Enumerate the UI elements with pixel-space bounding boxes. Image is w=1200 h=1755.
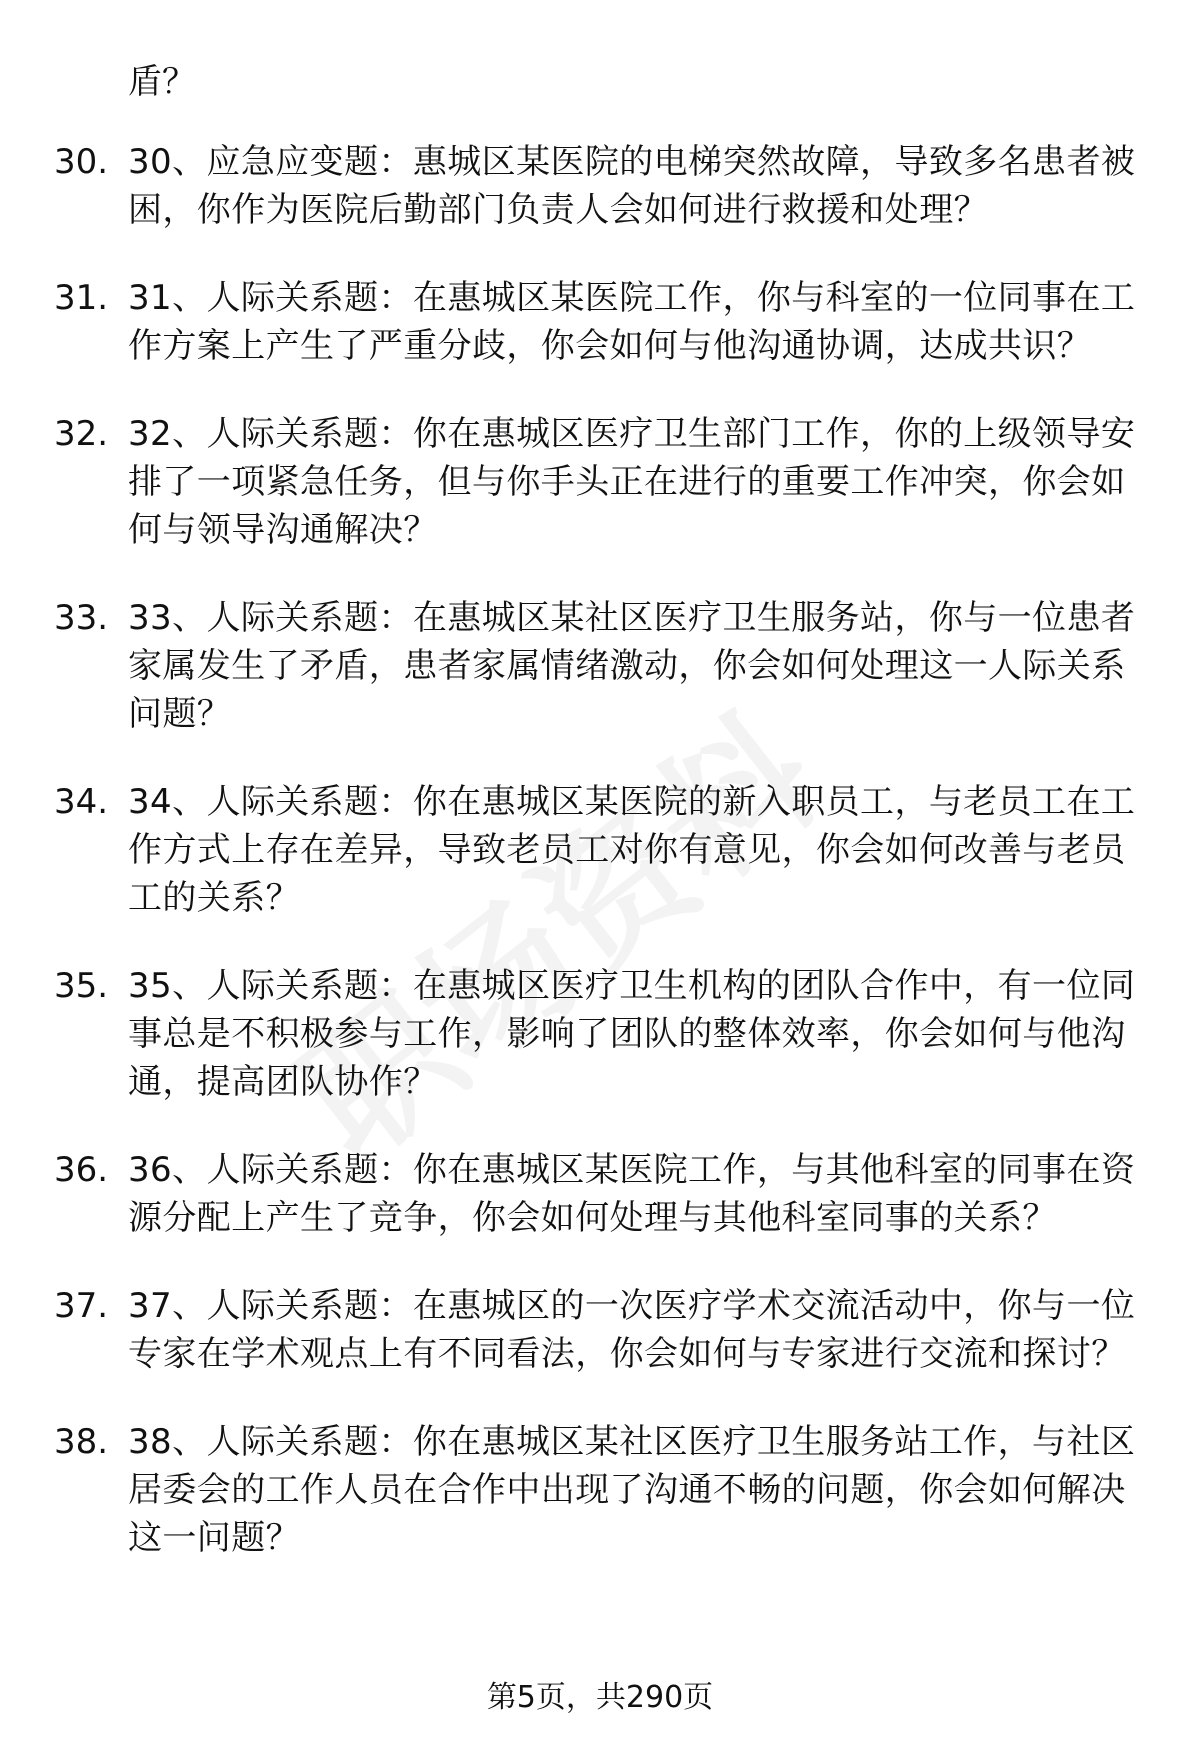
question-number: 33.: [54, 598, 109, 638]
question-text: 38、人际关系题：你在惠城区某社区医疗卫生服务站工作，与社区居委会的工作人员在合作中出现了沟通不畅的问题，你会如何解决这一问题？: [128, 1422, 1136, 1558]
list-item: [0, 1146, 1200, 1242]
question-list: [0, 138, 1200, 1602]
question-text: 30、应急应变题：惠城区某医院的电梯突然故障，导致多名患者被困，你作为医院后勤部门负责人会如何进行救援和处理？: [128, 142, 1136, 230]
question-text: 31、人际关系题：在惠城区某医院工作，你与科室的一位同事在工作方案上产生了严重分歧，你会如何与他沟通协调，达成共识？: [128, 278, 1136, 366]
question-number: 32.: [54, 414, 109, 454]
list-item: [0, 1418, 1200, 1562]
question-text: 33、人际关系题：在惠城区某社区医疗卫生服务站，你与一位患者家属发生了矛盾，患者家属情绪激动，你会如何处理这一人际关系问题？: [128, 598, 1136, 734]
list-item: [0, 138, 1200, 234]
question-number: 36.: [54, 1150, 109, 1190]
question-number: 34.: [54, 782, 109, 822]
question-number: 35.: [54, 966, 109, 1006]
question-number: 30.: [54, 142, 109, 182]
page-footer: 第5页，共290页: [486, 1680, 714, 1715]
question-text: 32、人际关系题：你在惠城区医疗卫生部门工作，你的上级领导安排了一项紧急任务，但与你手头正在进行的重要工作冲突，你会如何与领导沟通解决？: [128, 414, 1136, 550]
list-item: [0, 962, 1200, 1106]
question-text: 34、人际关系题：你在惠城区某医院的新入职员工，与老员工在工作方式上存在差异，导致老员工对你有意见，你会如何改善与老员工的关系？: [128, 782, 1136, 918]
list-item: [0, 1282, 1200, 1378]
question-number: 38.: [54, 1422, 109, 1462]
question-text: 37、人际关系题：在惠城区的一次医疗学术交流活动中，你与一位专家在学术观点上有不同看法，你会如何与专家进行交流和探讨？: [128, 1286, 1136, 1374]
list-item: [0, 594, 1200, 738]
question-text: 35、人际关系题：在惠城区医疗卫生机构的团队合作中，有一位同事总是不积极参与工作，影响了团队的整体效率，你会如何与他沟通，提高团队协作？: [128, 966, 1136, 1102]
previous-question-fragment: 盾？: [128, 62, 196, 102]
list-item: [0, 778, 1200, 922]
question-number: 31.: [54, 278, 109, 318]
list-item: [0, 410, 1200, 554]
question-text: 36、人际关系题：你在惠城区某医院工作，与其他科室的同事在资源分配上产生了竞争，你会如何处理与其他科室同事的关系？: [128, 1150, 1136, 1238]
question-number: 37.: [54, 1286, 109, 1326]
list-item: [0, 274, 1200, 370]
